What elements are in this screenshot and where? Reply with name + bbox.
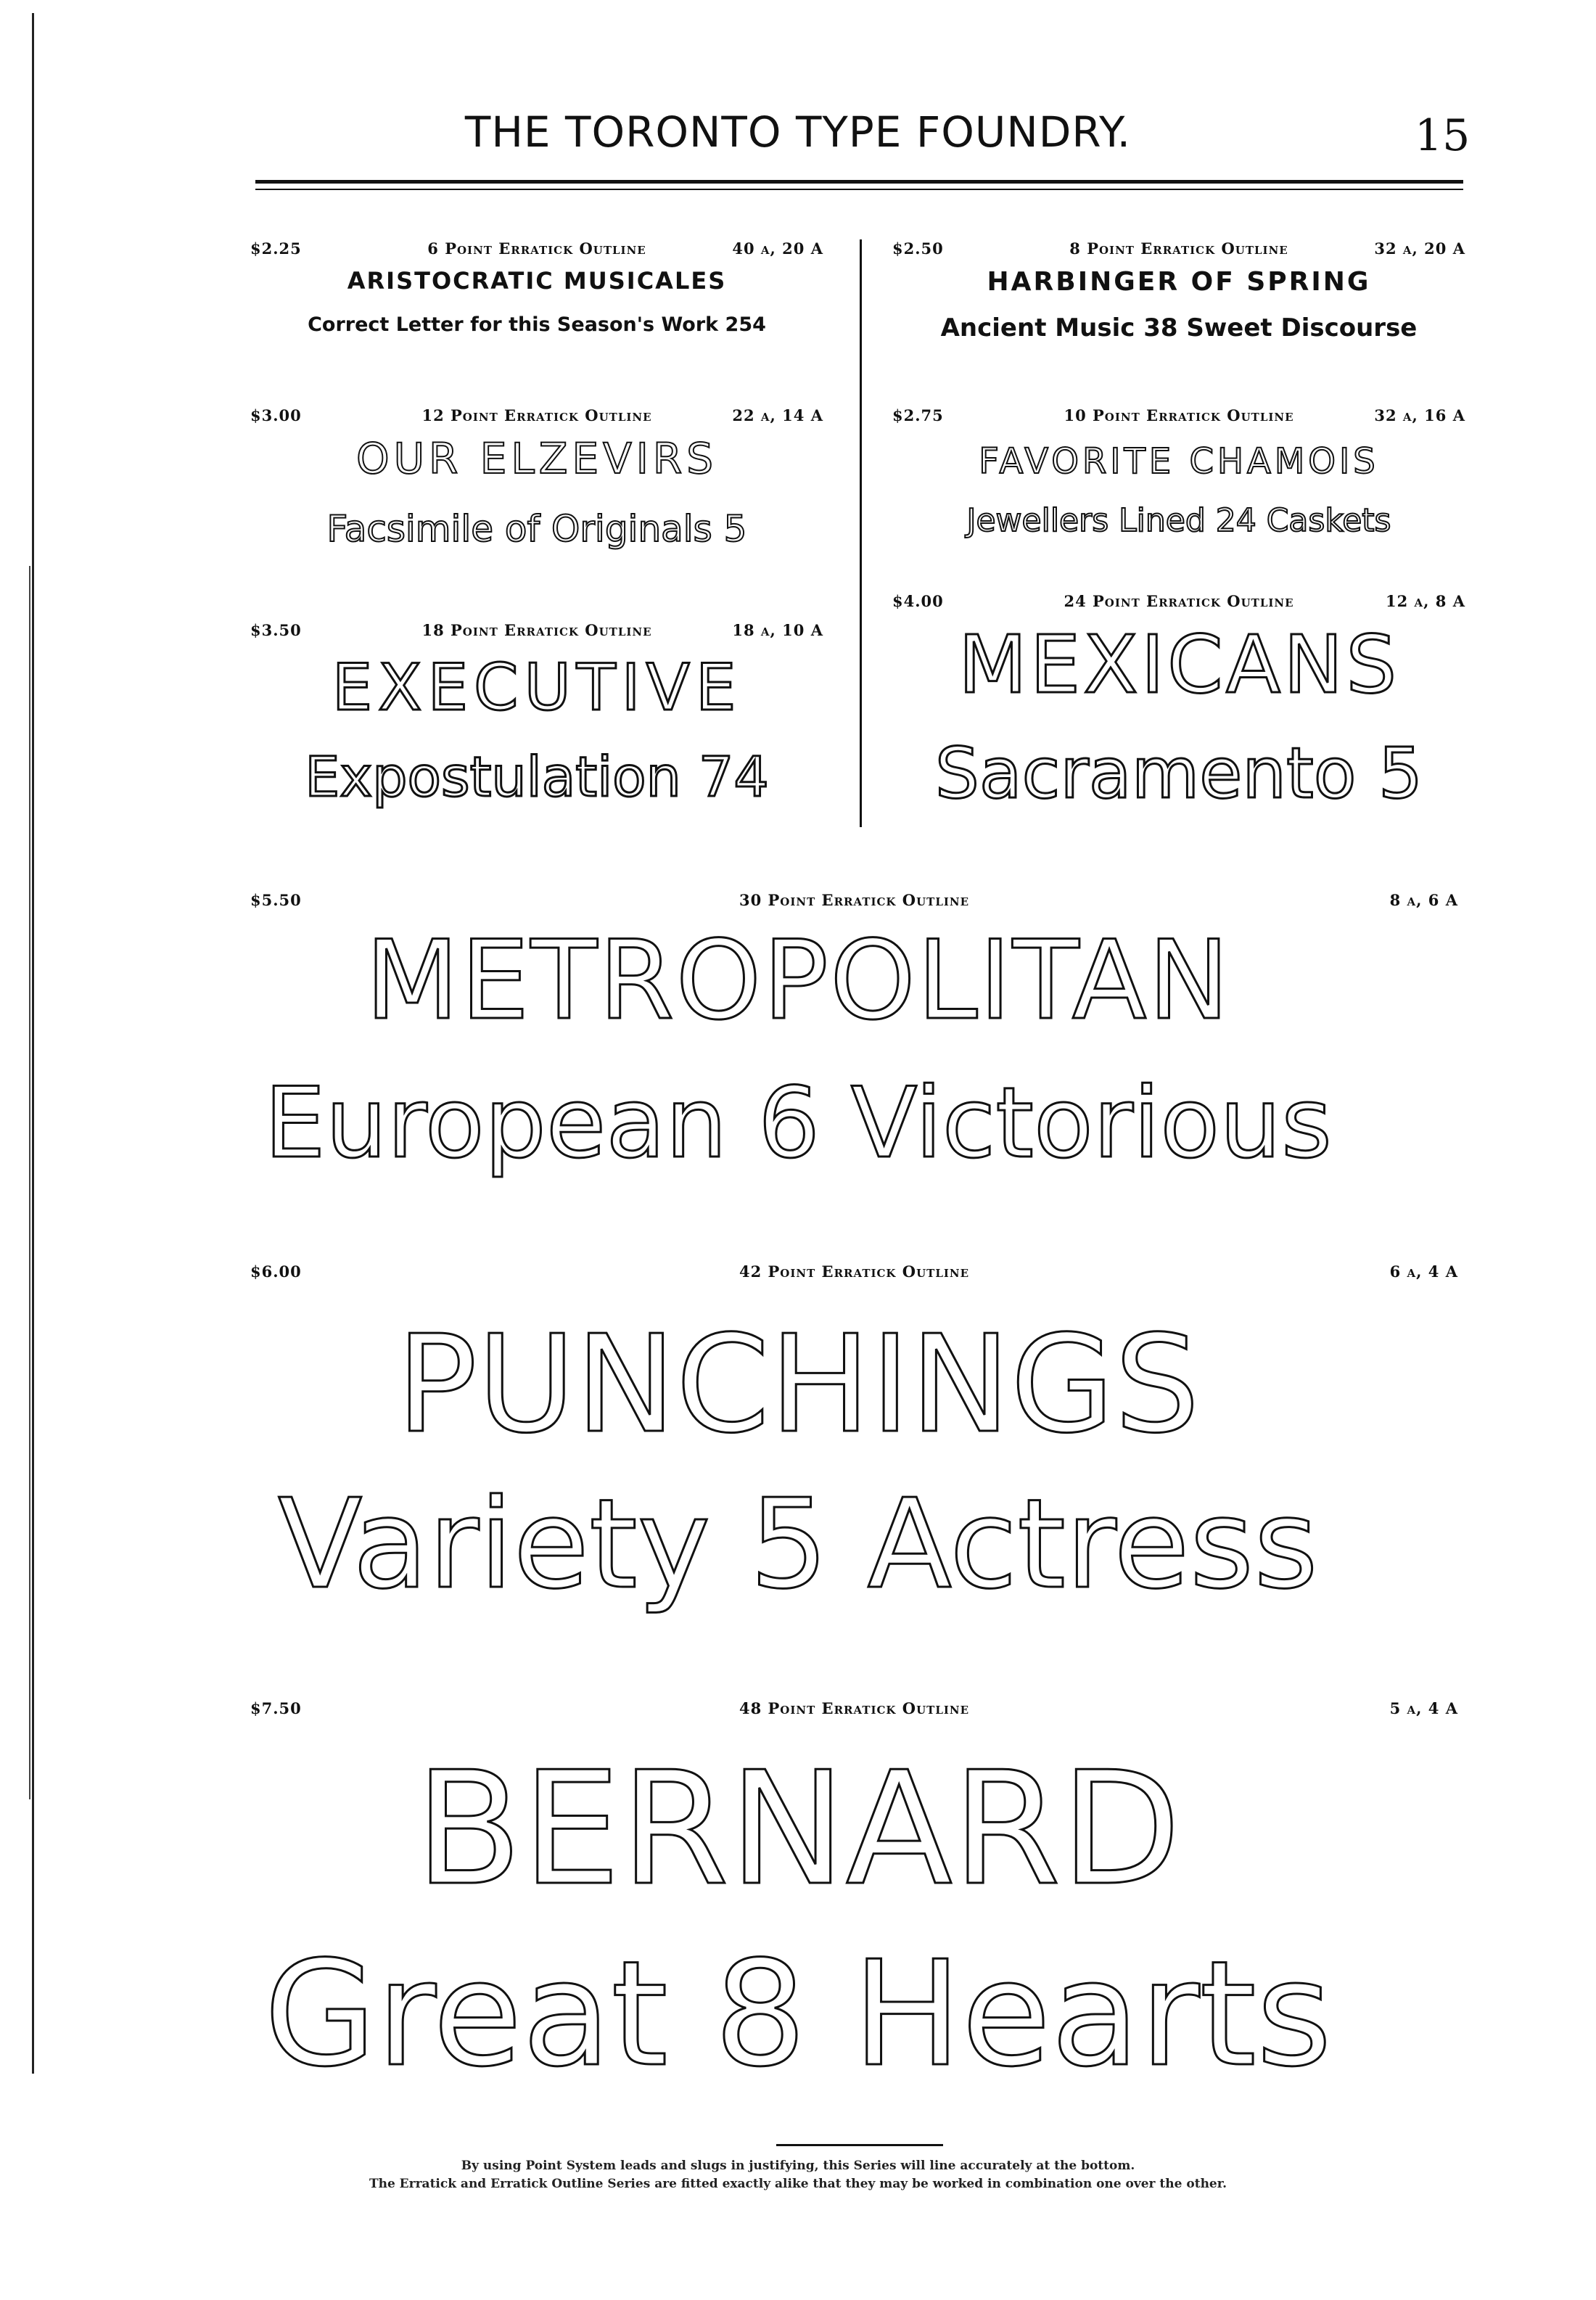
column-divider [860, 239, 862, 827]
size-label: 24 Point Erratick Outline [1064, 592, 1294, 610]
font-count: 32 a, 16 A [1374, 406, 1465, 424]
size-label: 30 Point Erratick Outline [739, 891, 970, 909]
page-header-title: THE TORONTO TYPE FOUNDRY. [464, 107, 1132, 157]
specimen-24pt-line2: Sacramento 5 [934, 733, 1423, 814]
specimen-10pt-line2: Jewellers Lined 24 Caskets [966, 502, 1391, 539]
price: $4.00 [892, 592, 944, 610]
page-number: 15 [1415, 110, 1470, 161]
price: $2.25 [250, 239, 302, 258]
footnote-rule [776, 2144, 943, 2146]
specimen-12pt-line1: OUR ELZEVIRS [355, 434, 718, 483]
specimen-30pt-line1: METROPOLITAN [365, 918, 1231, 1044]
specimen-42pt-line2: Variety 5 Actress [278, 1473, 1318, 1617]
specimen-48pt-line1: BERNARD [415, 1738, 1181, 1920]
specimen-8pt-line1: HARBINGER OF SPRING [987, 267, 1371, 297]
size-label: 12 Point Erratick Outline [421, 406, 652, 424]
size-label: 6 Point Erratick Outline [427, 239, 646, 258]
header-rule-thin [255, 189, 1463, 190]
specimen-18pt-line2: Expostulation 74 [305, 744, 769, 809]
size-label: 8 Point Erratick Outline [1069, 239, 1288, 258]
specimen-6pt-line2: Correct Letter for this Season's Work 254 [308, 313, 766, 336]
price: $3.00 [250, 406, 302, 424]
specimen-6pt-line1: ARISTOCRATIC MUSICALES [347, 267, 727, 295]
price: $2.50 [892, 239, 944, 258]
price: $7.50 [250, 1699, 302, 1717]
specimen-42pt-line1: PUNCHINGS [396, 1306, 1200, 1463]
specimen-12pt-line2: Facsimile of Originals 5 [326, 508, 747, 550]
specimen-8pt-line2: Ancient Music 38 Sweet Discourse [940, 313, 1418, 342]
footnote-line2: The Erratick and Erratick Outline Series are fitted exactly alike that they may be worked in combination one over the other. [369, 2177, 1227, 2191]
specimen-30pt-line2: European 6 Victorious [264, 1067, 1332, 1180]
header-rule-thick [255, 180, 1463, 184]
font-count: 32 a, 20 A [1374, 239, 1465, 258]
specimen-48pt-line2: Great 8 Hearts [263, 1930, 1333, 2099]
font-count: 8 a, 6 A [1389, 891, 1458, 909]
font-count: 22 a, 14 A [732, 406, 823, 424]
size-label: 10 Point Erratick Outline [1064, 406, 1294, 424]
font-count: 40 a, 20 A [732, 239, 823, 258]
font-count: 6 a, 4 A [1389, 1262, 1458, 1281]
specimen-10pt-line1: FAVORITE CHAMOIS [979, 441, 1379, 482]
price: $5.50 [250, 891, 302, 909]
specimen-18pt-line1: EXECUTIVE [332, 650, 742, 725]
footnote-line1: By using Point System leads and slugs in justifying, this Series will line accurately at the bottom. [461, 2159, 1135, 2173]
size-label: 18 Point Erratick Outline [421, 621, 652, 639]
size-label: 48 Point Erratick Outline [739, 1699, 970, 1717]
price: $2.75 [892, 406, 944, 424]
size-label: 42 Point Erratick Outline [739, 1262, 970, 1281]
specimen-24pt-line1: MEXICANS [958, 618, 1400, 711]
font-count: 18 a, 10 A [732, 621, 823, 639]
price: $3.50 [250, 621, 302, 639]
price: $6.00 [250, 1262, 302, 1281]
font-count: 12 a, 8 A [1385, 592, 1465, 610]
font-count: 5 a, 4 A [1389, 1699, 1458, 1717]
